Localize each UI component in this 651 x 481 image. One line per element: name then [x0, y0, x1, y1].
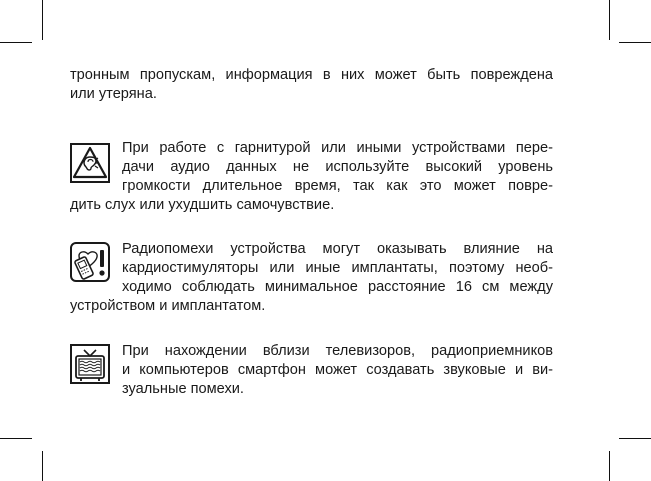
warning-tv-interference [70, 342, 553, 399]
manual-page-content [70, 66, 553, 399]
warning-line: дачи аудио данных не используйте высокий уровень [122, 159, 553, 175]
intro-line: или утеряна. [70, 86, 157, 102]
crop-mark-top-right [609, 0, 610, 40]
intro-line: тронным пропускам, информация в них может быть повреждена [70, 67, 553, 83]
warning-pacemaker [70, 240, 553, 316]
crop-mark-bottom-right [609, 451, 610, 481]
warning-line: и компьютеров смартфон может создавать звуковые и ви- [122, 362, 553, 378]
hearing-warning-icon [70, 143, 110, 183]
warning-line: кардиостимуляторы или иные имплантаты, поэтому необ- [122, 260, 553, 276]
warning-line: зуальные помехи. [122, 381, 244, 397]
crop-mark-right-top [619, 42, 651, 43]
warning-line: Радиопомехи устройства могут оказывать влияние на [122, 241, 553, 257]
warning-line: дить слух или ухудшить самочувствие. [70, 197, 335, 213]
tv-interference-icon [70, 344, 110, 384]
crop-mark-left-bottom [0, 438, 32, 439]
intro-paragraph [70, 66, 553, 104]
crop-mark-right-bottom [619, 438, 651, 439]
warning-line: При работе с гарнитурой или иными устройствами пере- [122, 140, 553, 156]
crop-mark-left-top [0, 42, 32, 43]
pacemaker-phone-icon [70, 242, 110, 282]
warning-line: громкости длительное время, так как это может повре- [122, 178, 553, 194]
warning-line: ходимо соблюдать минимальное расстояние 16 см между [122, 279, 553, 295]
crop-mark-bottom-left [42, 451, 43, 481]
warning-hearing [70, 139, 553, 215]
warning-line: При нахождении вблизи телевизоров, радиоприемников [122, 343, 553, 359]
crop-mark-top-left [42, 0, 43, 40]
warning-line: устройством и имплантатом. [70, 298, 266, 314]
